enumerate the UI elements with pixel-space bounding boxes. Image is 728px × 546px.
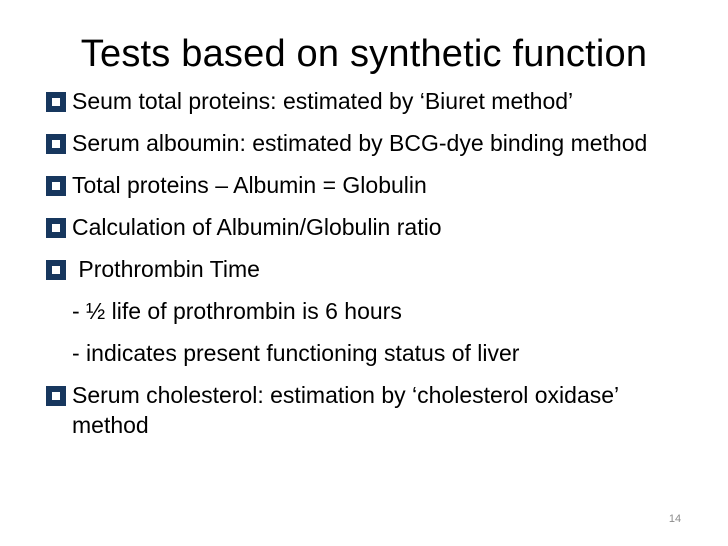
list-item-text: Prothrombin Time bbox=[72, 256, 260, 282]
list-item bbox=[44, 380, 684, 440]
square-bullet-icon bbox=[46, 134, 66, 154]
square-bullet-icon bbox=[46, 176, 66, 196]
slide-title: Tests based on synthetic function bbox=[80, 33, 648, 75]
list-item-text: Total proteins – Albumin = Globulin bbox=[72, 172, 427, 198]
square-bullet-icon bbox=[46, 218, 66, 238]
square-bullet-icon bbox=[46, 92, 66, 112]
square-bullet-icon bbox=[46, 260, 66, 280]
sub-item-text: - ½ life of prothrombin is 6 hours bbox=[72, 298, 402, 324]
list-item-text: Serum alboumin: estimated by BCG-dye binding method bbox=[72, 130, 648, 156]
sub-item bbox=[44, 296, 684, 326]
bullet-list bbox=[44, 86, 684, 452]
list-item-text: Serum cholesterol: estimation by ‘cholesterol oxidase’ method bbox=[72, 382, 619, 438]
sub-item bbox=[44, 338, 684, 368]
square-bullet-icon bbox=[46, 386, 66, 406]
list-item-text: Seum total proteins: estimated by ‘Biuret method’ bbox=[72, 88, 574, 114]
slide-number: 14 bbox=[668, 513, 682, 525]
list-item bbox=[44, 170, 684, 200]
list-item bbox=[44, 128, 684, 158]
list-item-text: Calculation of Albumin/Globulin ratio bbox=[72, 214, 442, 240]
sub-item-text: - indicates present functioning status of liver bbox=[72, 340, 520, 366]
list-item bbox=[44, 212, 684, 242]
list-item bbox=[44, 86, 684, 116]
list-item bbox=[44, 254, 684, 284]
